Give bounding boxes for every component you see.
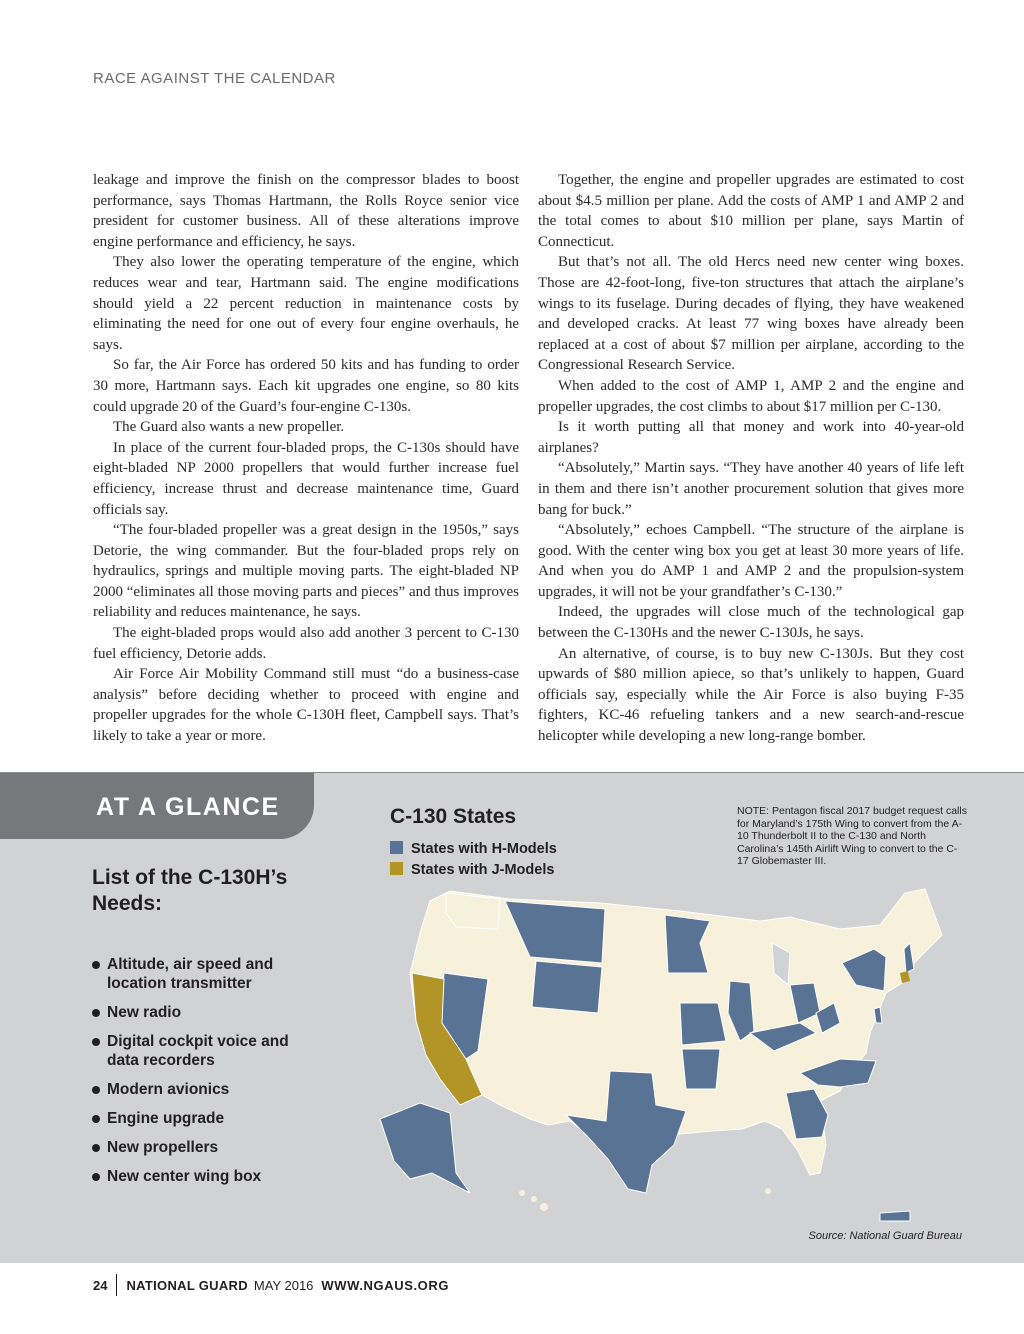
paragraph: Together, the engine and propeller upgrades are estimated to cost about $4.5 million per plane. Add the costs of AMP 1 and AMP 2 and the total comes to about $10 million per plane, says Martin of Connecticut. [538, 172, 964, 250]
list-item [90, 955, 320, 993]
source-credit: Source: National Guard Bureau [808, 1230, 962, 1242]
paragraph: They also lower the operating temperature of the engine, which reduces wear and tear, Hartmann said. The engine modifications should yield a 22 percent reduction in maintenance costs by eliminating the need for one out of every four engine overhauls, he says. [93, 254, 519, 353]
bullet-icon [92, 1009, 100, 1017]
list-item [90, 1138, 320, 1157]
bullet-icon [92, 961, 100, 969]
h-models-swatch [390, 841, 403, 854]
page-number: 24 [93, 1278, 108, 1293]
article-column-left [93, 170, 519, 747]
paragraph: Is it worth putting all that money and work into 40-year-old airplanes? [538, 419, 964, 456]
hawaii-island [531, 1196, 537, 1202]
issue-date: MAY 2016 [253, 1278, 314, 1293]
footer-divider [116, 1274, 117, 1296]
legend-label: States with J-Models [411, 862, 555, 878]
need-label: New propellers [107, 1139, 219, 1156]
bullet-icon [92, 1173, 100, 1181]
bullet-icon [92, 1086, 100, 1094]
need-label: Modern avionics [107, 1081, 230, 1098]
state-alaska [380, 1103, 470, 1193]
need-label: New radio [107, 1004, 182, 1021]
legend-label: States with H-Models [411, 841, 557, 857]
need-label: Digital cockpit voice and data recorders [107, 1033, 289, 1069]
paragraph: The Guard also wants a new propeller. [113, 419, 345, 436]
list-item [90, 1080, 320, 1099]
list-item [90, 1167, 320, 1186]
need-label: Altitude, air speed and location transmitter [107, 956, 274, 992]
bullet-icon [92, 1144, 100, 1152]
us-states-map [370, 873, 970, 1233]
guam-island [765, 1188, 771, 1194]
paragraph: But that’s not all. The old Hercs need new center wing boxes. Those are 42-foot-long, five-ton structures that attach the airplane’s wings to its fuselage. During decades of flying, they have weakened and developed cracks. At least 77 wing boxes have already been replaced at a cost of about $7 million per airplane, according to the Congressional Research Service. [538, 254, 964, 374]
paragraph: Indeed, the upgrades will close much of the technological gap between the C-130Hs and the newer C-130Js, he says. [538, 604, 964, 642]
page-footer [93, 1274, 449, 1296]
paragraph: “Absolutely,” Martin says. “They have another 40 years of life left in them and there isn’t another procurement solution that gives more bang for buck.” [538, 460, 964, 518]
list-item [90, 1109, 320, 1128]
state-puerto-rico [880, 1211, 910, 1221]
list-item [90, 1032, 320, 1070]
needs-list [90, 955, 320, 1196]
paragraph: “Absolutely,” echoes Campbell. “The structure of the airplane is good. With the center wing box you get at least 30 more years of life. And when you do AMP 1 and AMP 2 and the propulsion-system upgrades, it will not be your grandfather’s C-130.” [538, 522, 964, 600]
article-column-right [538, 170, 964, 747]
state-arkansas [682, 1049, 720, 1089]
map-note: NOTE: Pentagon fiscal 2017 budget request calls for Maryland’s 175th Wing to convert from the A-10 Thunderbolt II to the C-130 and North Carolina’s 145th Airlift Wing to convert to the C-17 Globemaster III. [737, 805, 967, 867]
paragraph: “The four-bladed propeller was a great design in the 1950s,” says Detorie, the wing commander. But the four-bladed props rely on hydraulics, springs and multiple moving parts. The eight-bladed NP 2000 “eliminates all those moving parts and pieces” and thus improves reliability and reduces maintenance, he says. [93, 522, 519, 621]
at-a-glance-sidebar [0, 772, 1024, 1263]
glance-tab [0, 773, 314, 839]
paragraph: When added to the cost of AMP 1, AMP 2 and the engine and propeller upgrades, the cost climbs to about $17 million per C-130. [538, 377, 964, 415]
paragraph: The eight-bladed props would also add another 3 percent to C-130 fuel efficiency, Detorie adds. [93, 625, 519, 662]
paragraph: In place of the current four-bladed props, the C-130s should have eight-bladed NP 2000 propellers that would further increase fuel efficiency, increase thrust and decrease maintenance time, Guard officials say. [93, 439, 519, 518]
running-head: RACE AGAINST THE CALENDAR [93, 70, 336, 87]
bullet-icon [92, 1038, 100, 1046]
state-wyoming [532, 961, 602, 1013]
need-label: Engine upgrade [107, 1110, 225, 1127]
state-delaware [874, 1007, 882, 1023]
state-missouri [680, 1003, 726, 1045]
bullet-icon [92, 1115, 100, 1123]
legend-item-h-models [390, 839, 557, 860]
paragraph: An alternative, of course, is to buy new C-130Js. But they cost upwards of $80 million apiece, so that’s unlikely to happen, Guard officials say, especially while the Air Force is also buying F-35 fighters, KC-46 refueling tankers and a new search-and-rescue helicopter while developing a new long-range bomber. [538, 645, 964, 745]
list-item [90, 1003, 320, 1022]
map-title: C-130 States [390, 805, 517, 828]
paragraph: Air Force Air Mobility Command still must “do a business-case analysis” before deciding whether to proceed with engine and propeller upgrades for the whole C-130H fleet, Campbell says. That’s likely to take a year or more. [93, 666, 519, 745]
paragraph: So far, the Air Force has ordered 50 kits and has funding to order 30 more, Hartmann says. Each kit upgrades one engine, so 80 kits could upgrade 20 of the Guard’s four-engine C-130s. [93, 357, 519, 415]
state-washington [446, 893, 500, 929]
paragraph: leakage and improve the finish on the compressor blades to boost performance, says Thomas Hartmann, the Rolls Royce senior vice president for customer business. All of these alterations improve engine performance and efficiency, he says. [93, 172, 519, 250]
glance-tab-label: AT A GLANCE [96, 793, 280, 821]
website-url: WWW.NGAUS.ORG [321, 1278, 450, 1293]
magazine-name: NATIONAL GUARD [126, 1278, 248, 1293]
hawaii-island [519, 1190, 525, 1196]
needs-title: List of the C-130H’s Needs: [92, 866, 288, 915]
need-label: New center wing box [107, 1168, 262, 1185]
hawaii-island [540, 1203, 548, 1211]
